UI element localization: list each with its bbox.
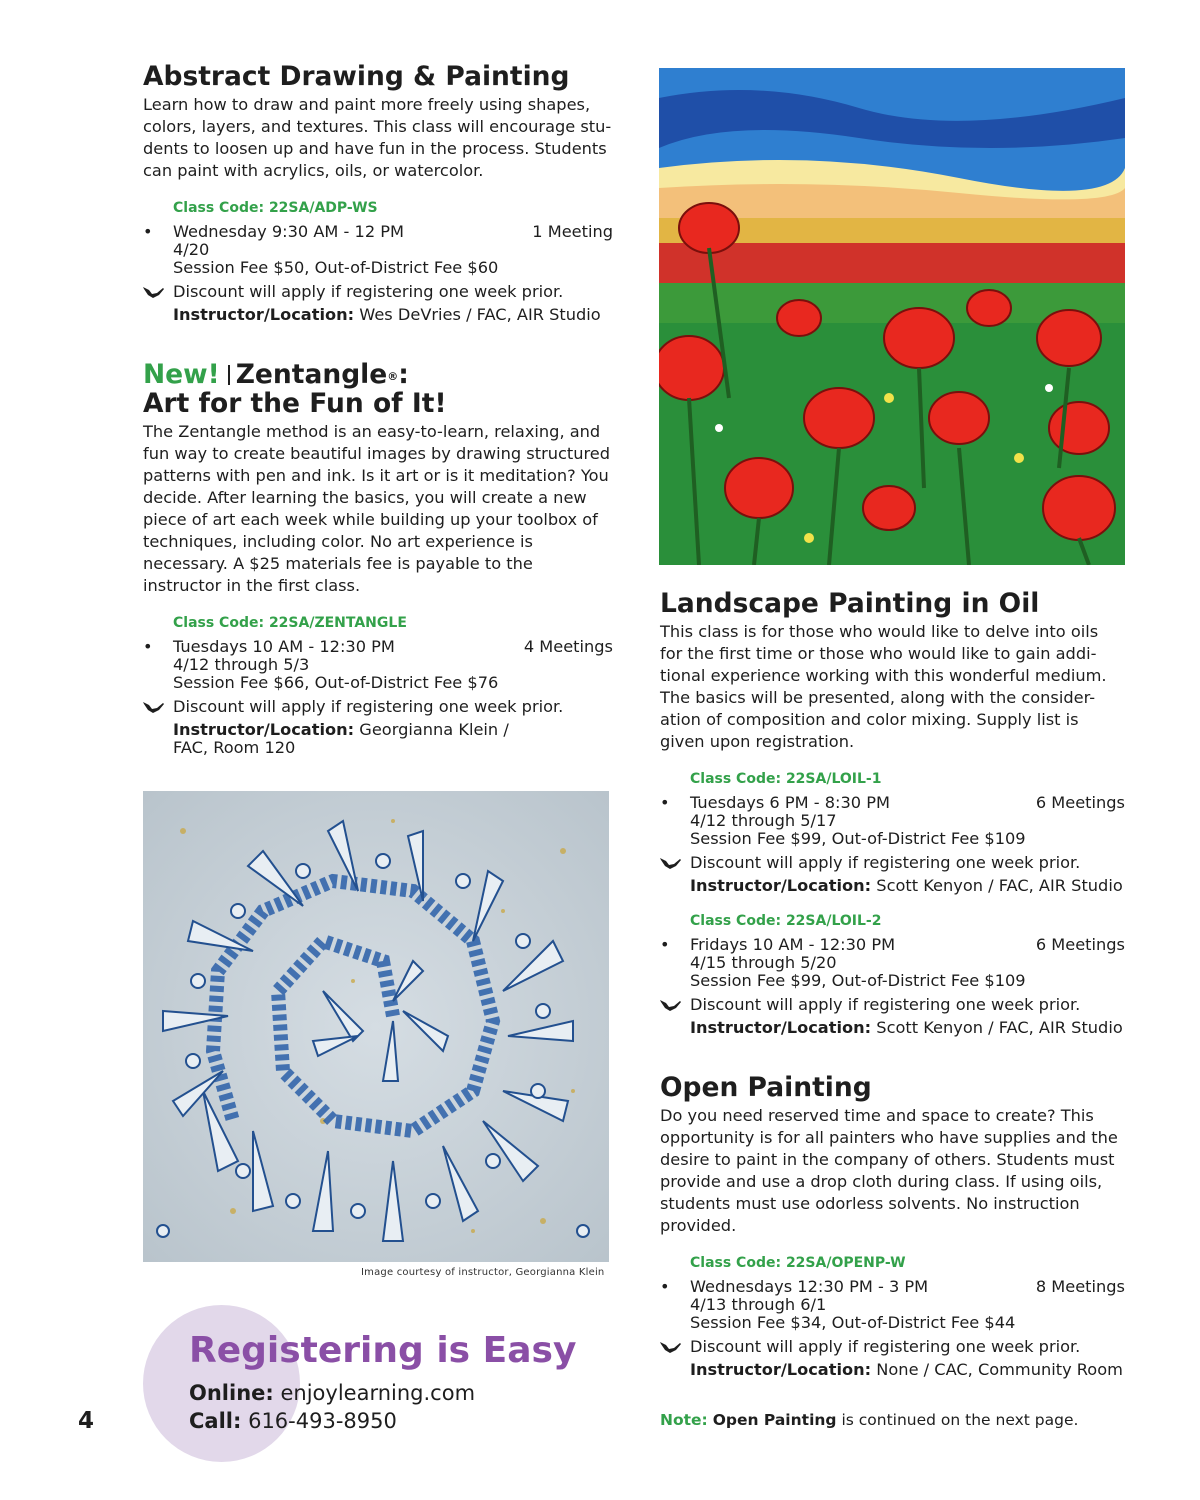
bullet: •	[660, 793, 670, 812]
image-caption: Image courtesy of instructor, Georgianna Klein	[361, 1267, 605, 1278]
course-title	[143, 360, 613, 418]
schedule-block	[660, 794, 1125, 848]
meeting-count: 8 Meetings	[1035, 1277, 1125, 1296]
session-fee: Session Fee $66, Out-of-District Fee $76	[173, 673, 499, 692]
class-code: Class Code: 22SA/ADP-WS	[173, 200, 378, 216]
pointing-hand-icon	[660, 856, 682, 870]
title-zentangle: Zentangle	[235, 359, 388, 390]
schedule-block	[660, 1278, 1125, 1332]
meeting-count: 6 Meetings	[1035, 935, 1125, 954]
schedule-days-time: Wednesdays 12:30 PM - 3 PM	[690, 1277, 929, 1296]
class-code: Class Code: 22SA/OPENP-W	[690, 1255, 906, 1271]
instructor-label: Instructor/Location:	[690, 876, 872, 895]
schedule-days-time: Fridays 10 AM - 12:30 PM	[690, 935, 896, 954]
title-colon: :	[398, 359, 409, 390]
schedule-dates: 4/13 through 6/1	[690, 1295, 827, 1314]
instructor-value-line2: FAC, Room 120	[173, 738, 296, 757]
schedule-dates: 4/15 through 5/20	[690, 953, 837, 972]
section-loil-1	[660, 770, 1125, 895]
schedule-block	[660, 936, 1125, 990]
note-text: is continued on the next page.	[841, 1411, 1079, 1429]
schedule-dates: 4/12 through 5/17	[690, 811, 837, 830]
pointing-hand-icon	[660, 1340, 682, 1354]
bullet: •	[660, 1277, 670, 1296]
instructor-value: Wes DeVries / FAC, AIR Studio	[359, 305, 601, 324]
session-fee: Session Fee $99, Out-of-District Fee $109	[690, 971, 1026, 990]
session-fee: Session Fee $99, Out-of-District Fee $109	[690, 829, 1026, 848]
discount-text: Discount will apply if registering one week prior.	[690, 853, 1081, 872]
course-description: This class is for those who would like to delve into oils for the first time or those who would like to gain addi-tional experience working with this wonderful medium. The basics will be presented, along with the consider-ation of composition and color mixing. Supply list is given upon registration.	[660, 622, 1107, 751]
registered-mark: ®	[387, 370, 399, 383]
bullet: •	[143, 222, 153, 241]
register-online-link[interactable]: enjoylearning.com	[280, 1381, 476, 1405]
course-description: Do you need reserved time and space to create? This opportunity is for all painters who have supplies and the desire to paint in the company of others. Students must provide and use a drop cloth during class. If using oils, students must use odorless solvents. No instruction provided.	[660, 1106, 1118, 1235]
zentangle-artwork-image	[143, 791, 609, 1262]
schedule-days-time: Tuesdays 10 AM - 12:30 PM	[173, 637, 395, 656]
schedule-days-time: Wednesday 9:30 AM - 12 PM	[173, 222, 405, 241]
new-badge: New!	[143, 359, 220, 390]
class-code: Class Code: 22SA/ZENTANGLE	[173, 615, 407, 631]
instructor-location	[660, 1361, 1125, 1379]
title-divider	[228, 365, 230, 385]
instructor-label: Instructor/Location:	[690, 1360, 872, 1379]
discount-note	[660, 1336, 1125, 1358]
bullet: •	[660, 935, 670, 954]
register-title: Registering is Easy	[189, 1330, 577, 1371]
instructor-location	[660, 1019, 1125, 1037]
pointing-hand-icon	[143, 700, 165, 714]
course-landscape-oil	[660, 589, 1125, 1037]
poppy-field-painting-image	[659, 68, 1125, 565]
course-description: The Zentangle method is an easy-to-learn, relaxing, and fun way to create beautiful images by drawing structured patterns with pen and ink. Is it art or is it meditation? You decide. After learning the basics, you will create a new piece of art each week while building up your toolbox of techniques, including color. No art experience is necessary. A $25 materials fee is payable to the instructor in the first class.	[143, 422, 611, 595]
discount-note	[143, 696, 613, 718]
continuation-note	[660, 1411, 1078, 1429]
instructor-location	[143, 721, 613, 757]
course-description: Learn how to draw and paint more freely using shapes, colors, layers, and textures. This class will encourage stu-dents to loosen up and have fun in the process. Students can paint with acrylics, oils, or watercolor.	[143, 95, 612, 180]
section-loil-2	[660, 912, 1125, 1037]
title-subline: Art for the Fun of It!	[143, 388, 447, 419]
course-abstract-drawing	[143, 62, 613, 324]
discount-text: Discount will apply if registering one week prior.	[173, 697, 564, 716]
discount-text: Discount will apply if registering one week prior.	[690, 1337, 1081, 1356]
course-title: Open Painting	[660, 1072, 872, 1103]
schedule-days-time: Tuesdays 6 PM - 8:30 PM	[690, 793, 890, 812]
course-open-painting	[660, 1073, 1125, 1379]
class-code: Class Code: 22SA/LOIL-1	[690, 771, 882, 787]
discount-text: Discount will apply if registering one week prior.	[690, 995, 1081, 1014]
instructor-value: Scott Kenyon / FAC, AIR Studio	[876, 1018, 1123, 1037]
instructor-value: Georgianna Klein /	[359, 720, 509, 739]
register-online-label: Online:	[189, 1381, 274, 1405]
session-fee: Session Fee $34, Out-of-District Fee $44	[690, 1313, 1016, 1332]
register-phone[interactable]: 616-493-8950	[248, 1409, 397, 1433]
register-online	[189, 1381, 475, 1405]
meeting-count: 6 Meetings	[1035, 793, 1125, 812]
poppy-painting-svg	[659, 68, 1125, 565]
schedule-block	[143, 223, 613, 277]
register-call-label: Call:	[189, 1409, 242, 1433]
schedule-dates: 4/20	[173, 240, 210, 259]
instructor-location	[660, 877, 1125, 895]
pointing-hand-icon	[143, 285, 165, 299]
note-course: Open Painting	[712, 1411, 837, 1429]
discount-text: Discount will apply if registering one week prior.	[173, 282, 564, 301]
course-title: Abstract Drawing & Painting	[143, 61, 570, 92]
session-fee: Session Fee $50, Out-of-District Fee $60	[173, 258, 499, 277]
left-column	[143, 62, 613, 757]
meeting-count: 4 Meetings	[523, 637, 613, 656]
class-code: Class Code: 22SA/LOIL-2	[690, 913, 882, 929]
instructor-label: Instructor/Location:	[173, 305, 355, 324]
instructor-value: None / CAC, Community Room	[876, 1360, 1123, 1379]
meeting-count: 1 Meeting	[532, 222, 613, 241]
course-title: Landscape Painting in Oil	[660, 588, 1040, 619]
register-call	[189, 1409, 397, 1433]
discount-note	[660, 994, 1125, 1016]
discount-note	[143, 281, 613, 303]
schedule-dates: 4/12 through 5/3	[173, 655, 310, 674]
instructor-label: Instructor/Location:	[173, 720, 355, 739]
schedule-block	[143, 638, 613, 692]
instructor-value: Scott Kenyon / FAC, AIR Studio	[876, 876, 1123, 895]
right-column	[660, 589, 1125, 1379]
page-number: 4	[78, 1408, 95, 1434]
course-zentangle	[143, 360, 613, 757]
discount-note	[660, 852, 1125, 874]
pointing-hand-icon	[660, 998, 682, 1012]
instructor-label: Instructor/Location:	[690, 1018, 872, 1037]
instructor-location	[143, 306, 613, 324]
zentangle-artwork-svg	[143, 791, 609, 1262]
note-label: Note:	[660, 1411, 708, 1429]
bullet: •	[143, 637, 153, 656]
